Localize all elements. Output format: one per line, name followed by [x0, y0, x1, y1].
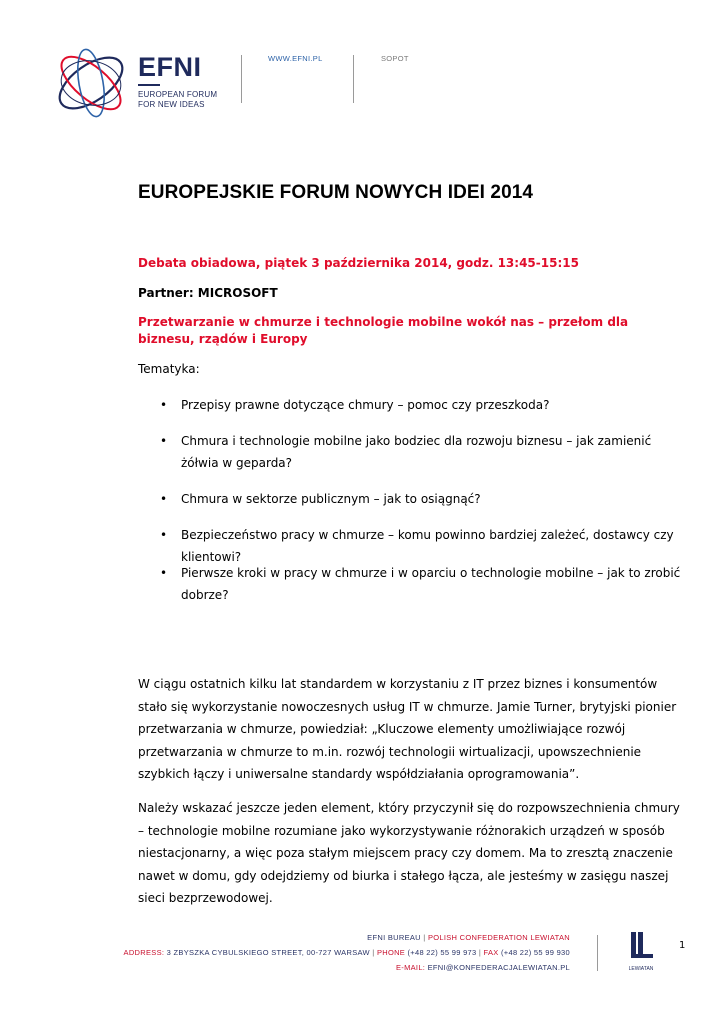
footer-fax: (+48 22) 55 99 930	[501, 948, 570, 957]
partner-line: Partner: MICROSOFT	[138, 286, 278, 300]
header-divider-1	[241, 55, 242, 103]
bullet-icon: •	[160, 528, 168, 542]
footer-organization	[367, 933, 570, 942]
footer-phone: (+48 22) 55 99 973	[407, 948, 477, 957]
footer-email-label: E-MAIL:	[395, 963, 426, 972]
footer-bureau: EFNI BUREAU	[367, 933, 421, 942]
tematyka-label: Tematyka:	[138, 362, 200, 376]
list-item-text: Chmura i technologie mobilne jako bodziec dla rozwoju biznesu – jak zamienić żółwia w geparda?	[181, 434, 652, 470]
footer-separator: |	[423, 933, 426, 942]
logo-subtitle	[138, 90, 217, 110]
website-link[interactable]: WWW.EFNI.PL	[268, 54, 323, 63]
footer-contact-line	[124, 948, 570, 957]
footer-address: 3 ZBYSZKA CYBULSKIEGO STREET, 00-727 WARSAW	[166, 948, 370, 957]
footer-phone-label: PHONE	[376, 948, 406, 957]
logo-wordmark: EFNI	[138, 52, 202, 82]
lewiatan-logo-icon	[623, 930, 659, 974]
footer-separator: |	[478, 948, 482, 957]
footer-address-label: ADDRESS:	[123, 948, 165, 957]
logo-underline	[138, 84, 160, 86]
footer-separator: |	[372, 948, 375, 957]
footer-email[interactable]: EFNI@KONFEDERACJALEWIATAN.PL	[427, 963, 570, 972]
paragraph-1: W ciągu ostatnich kilku lat standardem w korzystaniu z IT przez biznes i konsumentów stało się wykorzystanie nowoczesnych usług IT w chmurze. Jamie Turner, brytyjski pionier przetwarzania w chmurze, powiedział: „Kluczowe elementy umożliwiające rozwój przetwarzania w chmurze to m.in. rozwój technologii wirtualizacji, upowszechnienie szybkich łączy i uniwersalne standardy współdziałania oprogramowania”.	[138, 677, 677, 781]
document-title: EUROPEJSKIE FORUM NOWYCH IDEI 2014	[138, 182, 534, 203]
bullet-icon: •	[160, 434, 168, 448]
logo-subtitle-line-2: FOR NEW IDEAS	[138, 100, 205, 109]
debate-date-line: Debata obiadowa, piątek 3 października 2014, godz. 13:45-15:15	[138, 256, 579, 270]
bullet-icon: •	[160, 566, 168, 580]
bullet-icon: •	[160, 398, 168, 412]
bullet-icon: •	[160, 492, 168, 506]
list-item-text: Chmura w sektorze publicznym – jak to osiągnąć?	[181, 492, 481, 506]
footer-fax-label: FAX	[483, 948, 499, 957]
footer-confederation: POLISH CONFEDERATION LEWIATAN	[427, 933, 570, 942]
list-item-text: Przepisy prawne dotyczące chmury – pomoc czy przeszkoda?	[181, 398, 550, 412]
debate-topic: Przetwarzanie w chmurze i technologie mobilne wokół nas – przełom dla biznesu, rządów i Europy	[138, 315, 629, 346]
lewiatan-logo-text: LEWIATAN	[628, 966, 654, 972]
list-item-text: Pierwsze kroki w pracy w chmurze i w oparciu o technologie mobilne – jak to zrobić dobrze?	[181, 566, 681, 602]
footer-email-line	[396, 963, 570, 972]
footer-divider	[597, 935, 598, 971]
header-city: SOPOT	[381, 54, 409, 63]
page-number: 1	[679, 940, 686, 951]
list-item-text: Bezpieczeństwo pracy w chmurze – komu powinno bardziej zależeć, dostawcy czy klientowi?	[181, 528, 674, 564]
paragraph-2: Należy wskazać jeszcze jeden element, który przyczynił się do rozpowszechnienia chmury – technologie mobilne rozumiane jako wykorzystywanie różnorakich urządzeń w sposób niestacjonarny, a więc poza stałym miejscem pracy czy domem. Ma to zresztą znaczenie nawet w domu, gdy odejdziemy od biurka i stałego łącza, ale jesteśmy w zasięgu naszej sieci bezprzewodowej.	[138, 801, 680, 905]
header-divider-2	[353, 55, 354, 103]
logo-subtitle-line-1: EUROPEAN FORUM	[138, 90, 218, 99]
efni-logo-icon	[50, 42, 132, 124]
